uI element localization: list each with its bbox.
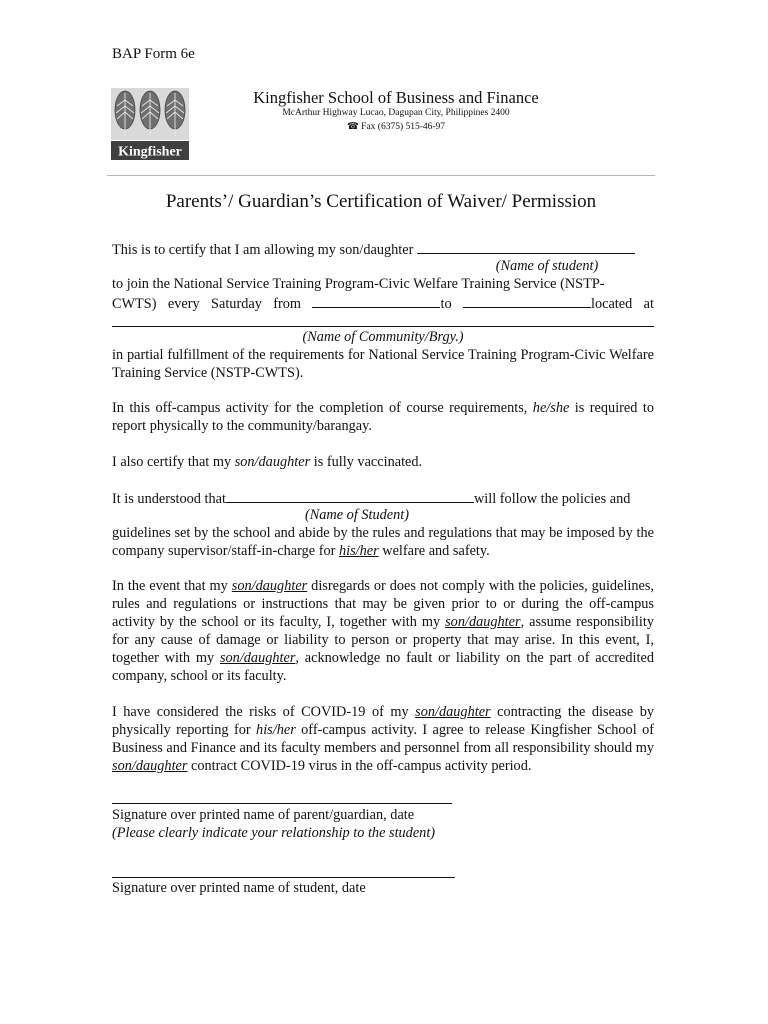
parent-signature-line[interactable]: [112, 803, 452, 804]
parent-signature-label: Signature over printed name of parent/guardian, date: [112, 807, 415, 823]
school-logo: [111, 88, 189, 160]
community-caption: (Name of Community/Brgy.): [302, 329, 464, 345]
schedule-line: CWTS) every Saturday from to located at: [112, 293, 654, 313]
guidelines-paragraph: guidelines set by the school and abide by the rules and regulations that may be imposed by the company supervisor/staff-in-charge for his/her welfare and safety.: [112, 525, 654, 559]
student-name-blank[interactable]: [417, 239, 635, 254]
program-line: to join the National Service Training Program-Civic Welfare Training Service (NSTP-: [112, 276, 605, 292]
student-signature-label: Signature over printed name of student, date: [112, 880, 366, 896]
school-address: McArthur Highway Lucao, Dagupan City, Philippines 2400: [282, 108, 510, 118]
school-fax: ☎ Fax (6375) 515-46-97: [346, 122, 446, 132]
student-signature-line[interactable]: [112, 877, 455, 878]
date-from-blank[interactable]: [312, 293, 440, 308]
off-campus-paragraph: In this off-campus activity for the completion of course requirements, he/she is required to report physically to the community/barangay.: [112, 400, 654, 434]
header-divider: [107, 175, 655, 176]
understood-line: It is understood that will follow the policies and: [112, 488, 654, 508]
liability-paragraph: In the event that my son/daughter disregards or does not comply with the policies, guidelines, rules and regulations or instructions that may be given prior to or during the off-campus activity by the school or its faculty, I, together with my son/daughter, assume responsibility for any cause of damage or liability to person or property that may arise. In this event, I, together with my son/daughter, acknowledge no fault or liability on the part of accredited company, school or its faculty.: [112, 578, 654, 684]
relationship-note: (Please clearly indicate your relationship to the student): [112, 825, 436, 841]
document-title: Parents’/ Guardian’s Certification of Waiver/ Permission: [165, 191, 597, 212]
student-name-blank-2[interactable]: [226, 488, 474, 503]
form-number: BAP Form 6e: [112, 46, 195, 62]
phone-icon: ☎: [346, 122, 359, 132]
fulfillment-text: in partial fulfillment of the requirements for National Service Training Program-Civic Welfare Training Service (NSTP-CWTS).: [112, 347, 654, 381]
vaccination-paragraph: I also certify that my son/daughter is fully vaccinated.: [112, 454, 423, 470]
date-to-blank[interactable]: [463, 293, 591, 308]
student-name-caption: (Name of student): [495, 258, 599, 274]
logo-text: Kingfisher: [118, 144, 182, 160]
community-blank[interactable]: [112, 326, 654, 327]
student-name-caption-2: (Name of Student): [304, 507, 410, 523]
certify-line: This is to certify that I am allowing my son/daughter: [112, 239, 654, 259]
school-name: Kingfisher School of Business and Finance: [253, 88, 539, 107]
covid-waiver-paragraph: I have considered the risks of COVID-19 of my son/daughter contracting the disease by physically reporting for his/her off-campus activity. I agree to release Kingfisher School of Business and Finance and its faculty members and personnel from all responsibility should my son/daughter contract COVID-19 virus in the off-campus activity period.: [112, 704, 654, 774]
